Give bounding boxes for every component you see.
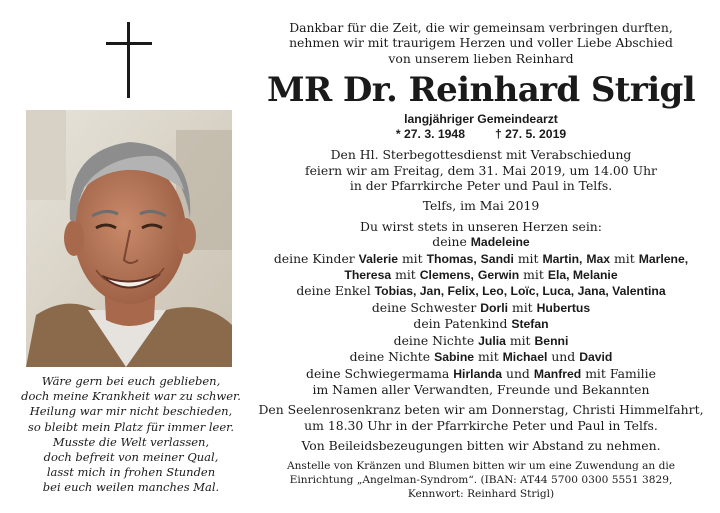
portrait-photo [26, 110, 232, 367]
poem-line: bei euch weilen manches Mal. [42, 480, 220, 495]
donation-line: Kennwort: Reinhard Strigl) [407, 487, 555, 500]
rosary-line: Den Seelenrosenkranz beten wir am Donnerstag, Christi Himmelfahrt, [258, 402, 704, 418]
mourner-relatives: im Namen aller Verwandten, Freunde und Bekannten [312, 381, 650, 397]
place-date: Telfs, im Mai 2019 [422, 198, 540, 214]
service-line: Den Hl. Sterbegottesdienst mit Verabschiedung [330, 147, 632, 163]
poem-line: so bleibt mein Platz für immer leer. [27, 419, 235, 434]
rosary-line: um 18.30 Uhr in der Pfarrkirche Peter und Paul in Telfs. [304, 417, 658, 433]
intro-line: Dankbar für die Zeit, die wir gemeinsam verbringen durften, [289, 20, 673, 35]
mourner-godchild: dein Patenkind Stefan [413, 316, 549, 332]
hearts-intro: Du wirst stets in unseren Herzen sein: [360, 218, 602, 234]
intro-line: von unserem lieben Reinhard [388, 50, 574, 66]
notice-text [248, 20, 714, 501]
mourner-niece-1: deine Nichte Julia mit Benni [393, 332, 569, 348]
cross-horizontal-bar [106, 42, 152, 45]
poem-line: lasst mich in frohen Stunden [46, 465, 216, 480]
service-line: in der Pfarrkirche Peter und Paul in Telfs. [349, 178, 613, 194]
deceased-name: MR Dr. Reinhard Strigl [266, 70, 696, 111]
condolences-note: Von Beileidsbezeugungen bitten wir Abstand zu nehmen. [301, 438, 661, 454]
donation-note [248, 459, 714, 502]
intro-text [248, 20, 714, 66]
mourner-niece-2: deine Nichte Sabine mit Michael und David [349, 349, 613, 365]
intro-line: nehmen wir mit traurigem Herzen und voller Liebe Abschied [289, 35, 673, 51]
latin-cross-icon [106, 22, 152, 100]
donation-line: Anstelle von Kränzen und Blumen bitten wir um eine Zuwendung an die [286, 459, 676, 472]
mourner-children-2: Theresa mit Clemens, Gerwin mit Ela, Melanie [344, 267, 618, 283]
poem-line: Musste die Welt verlassen, [52, 434, 210, 449]
birth-date: * 27. 3. 1948 [395, 127, 465, 142]
funeral-service [248, 147, 714, 193]
life-dates [248, 127, 714, 142]
mourner-children: deine Kinder Valerie mit Thomas, Sandi mit Martin, Max mit Marlene, [273, 250, 689, 266]
poem-line: doch befreit von meiner Qual, [43, 450, 219, 465]
death-date: † 27. 5. 2019 [494, 127, 567, 142]
rosary [248, 402, 714, 433]
mourner-wife: deine Madeleine [432, 234, 530, 250]
mourners [248, 219, 714, 397]
poem-line: Heilung war mir nicht beschieden, [29, 404, 233, 419]
mourner-sister: deine Schwester Dorli mit Hubertus [371, 299, 591, 315]
cross-vertical-bar [127, 22, 130, 98]
mourner-grandchildren: deine Enkel Tobias, Jan, Felix, Leo, Loïc, Luca, Jana, Valentina [296, 283, 666, 299]
poem-line: doch meine Krankheit war zu schwer. [21, 389, 241, 404]
poem [14, 374, 248, 496]
poem-line: Wäre gern bei euch geblieben, [41, 374, 221, 388]
mourner-mother-in-law: deine Schwiegermama Hirlanda und Manfred mit Familie [306, 365, 656, 381]
donation-line: Einrichtung „Angelman-Syndrom“. (IBAN: AT44 5700 0300 5551 3829, [289, 473, 673, 486]
profession: langjähriger Gemeindearzt [404, 112, 558, 127]
service-line: feiern wir am Freitag, dem 31. Mai 2019, um 14.00 Uhr [305, 162, 657, 178]
